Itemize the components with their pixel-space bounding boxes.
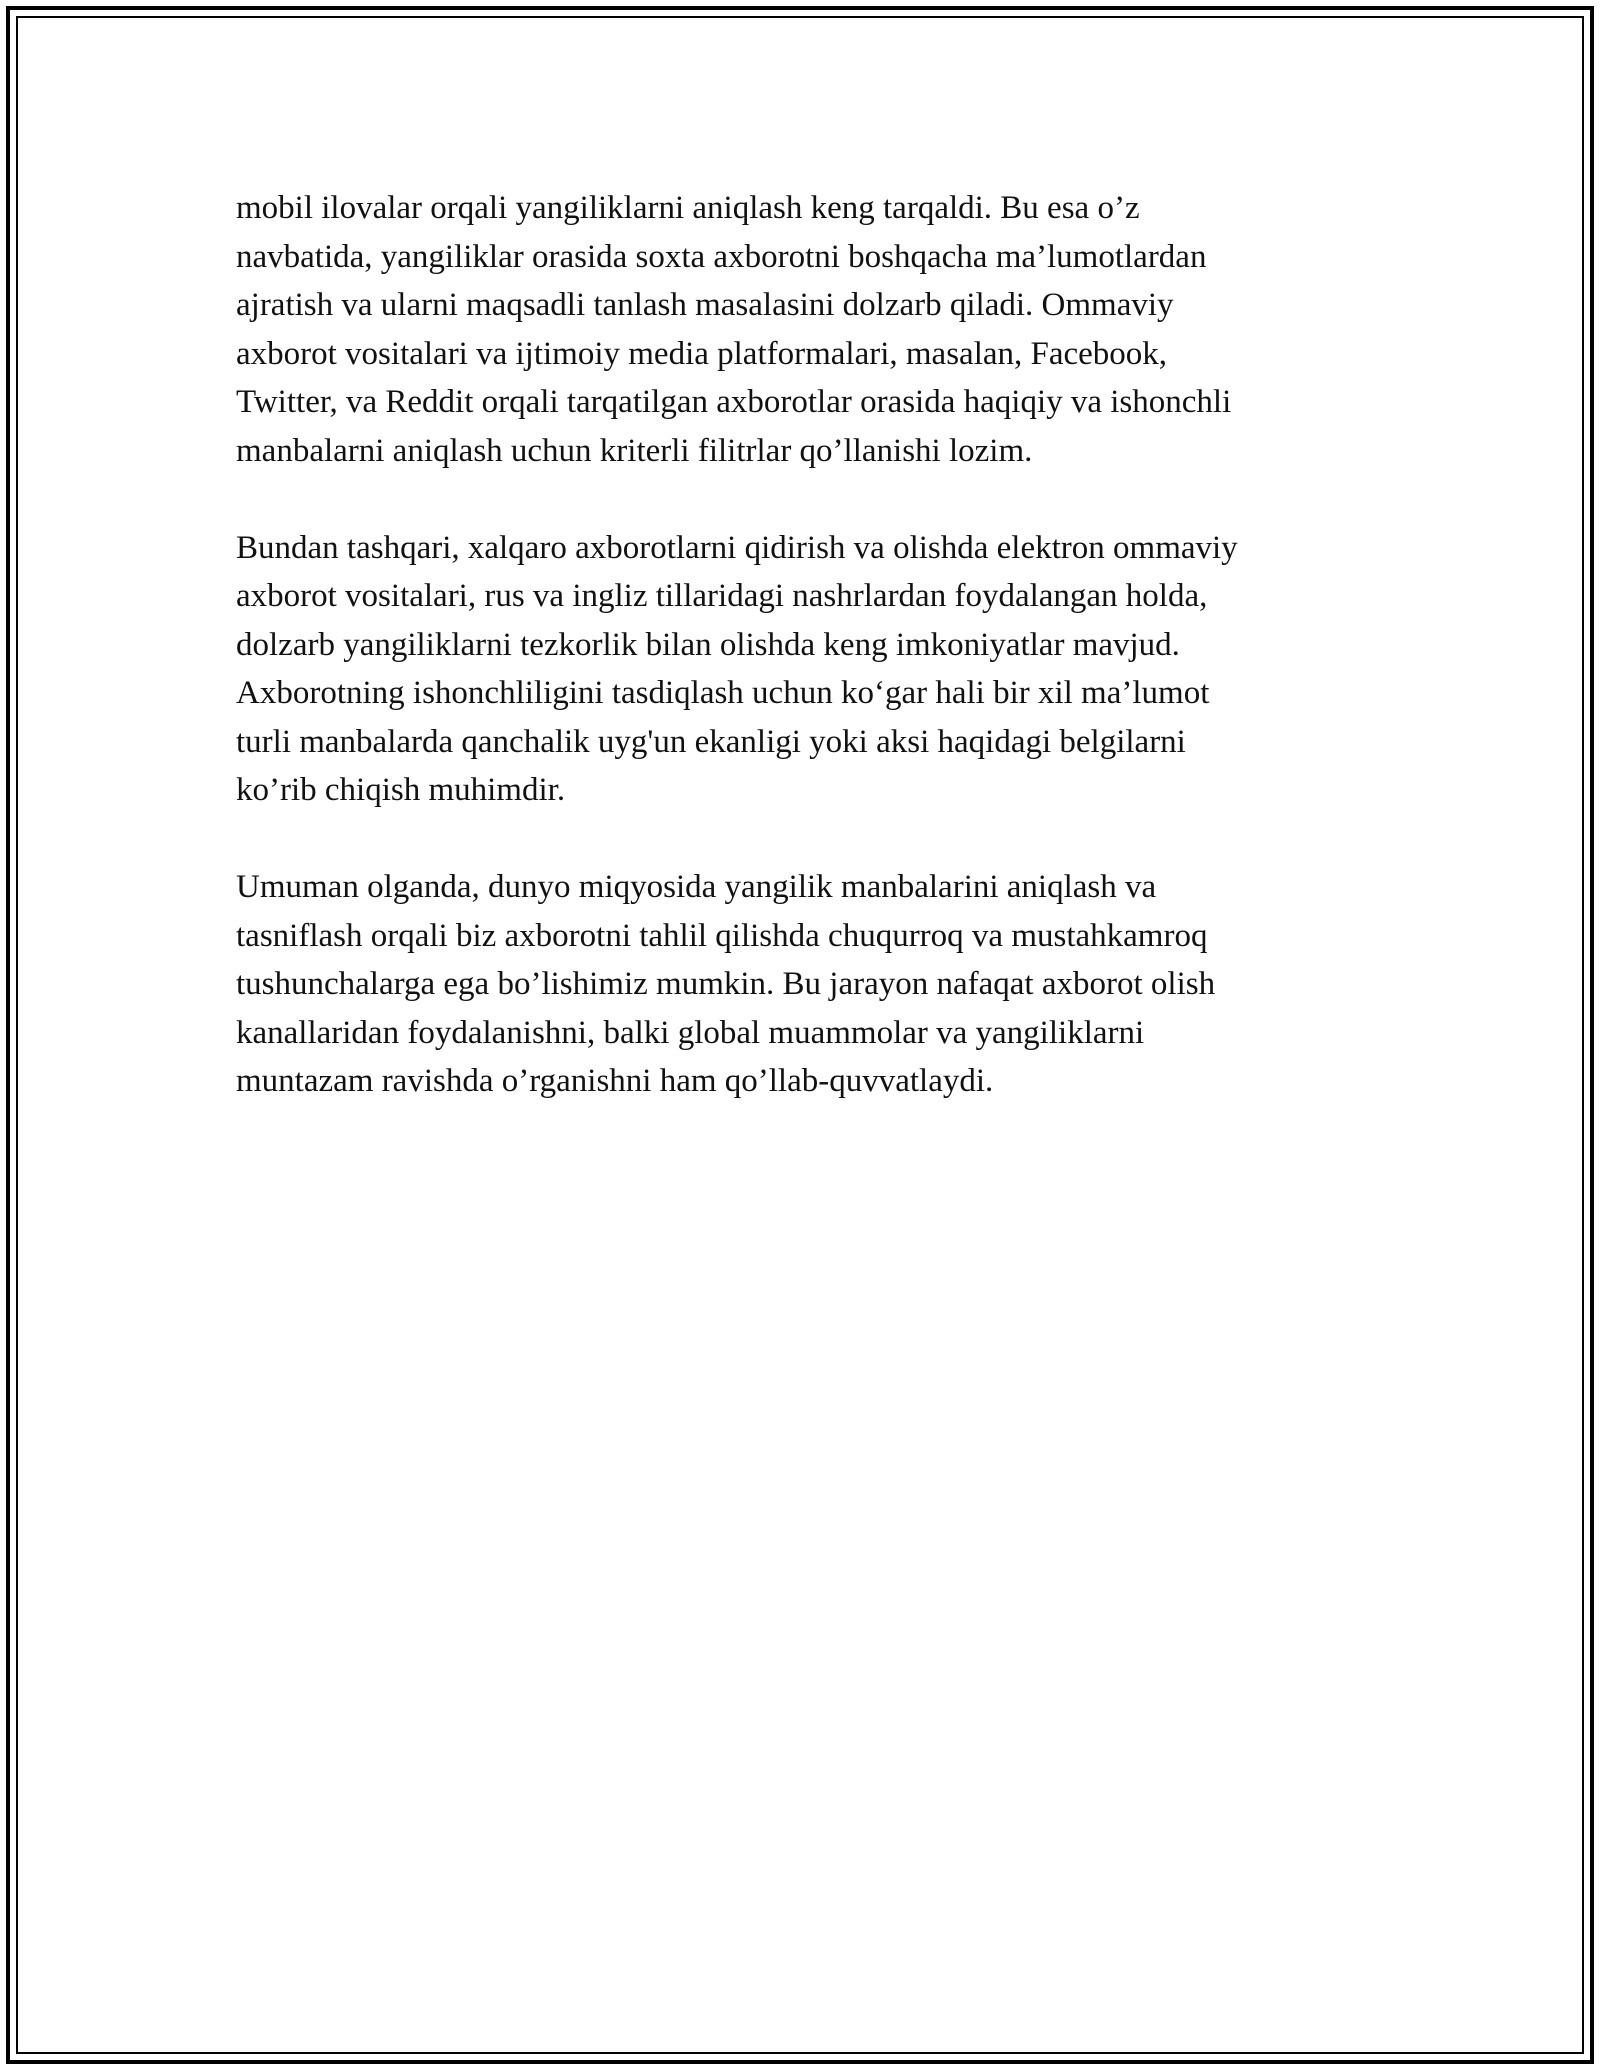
text-line: mobil ilovalar orqali yangiliklarni aniqlash keng tarqaldi. Bu esa o’z	[236, 190, 1140, 226]
document-body	[236, 184, 1376, 1154]
text-line: Twitter, va Reddit orqali tarqatilgan axborotlar orasida haqiqiy va ishonchli	[236, 384, 1232, 420]
text-line: turli manbalarda qanchalik uyg'un ekanligi yoki aksi haqidagi belgilarni	[236, 723, 1186, 760]
paragraph-3	[236, 863, 1376, 1106]
paragraph-1	[236, 184, 1376, 475]
text-line: ko’rib chiqish muhimdir.	[236, 772, 566, 808]
text-line: axborot vositalari, rus va ingliz tillaridagi nashrlardan foydalangan holda,	[236, 578, 1208, 614]
text-line: dolzarb yangiliklarni tezkorlik bilan olishda keng imkoniyatlar mavjud.	[236, 626, 1180, 663]
text-line: Axborotning ishonchliligini tasdiqlash uchun ko‘gar hali bir xil ma’lumot	[236, 675, 1210, 711]
text-line: tushunchalarga ega bo’lishimiz mumkin. Bu jarayon nafaqat axborot olish	[236, 966, 1216, 1002]
text-line: ajratish va ularni maqsadli tanlash masalasini dolzarb qiladi. Ommaviy	[236, 287, 1174, 323]
paragraph-2	[236, 524, 1376, 815]
text-line: axborot vositalari va ijtimoiy media platformalari, masalan, Facebook,	[236, 335, 1168, 372]
text-line: kanallaridan foydalanishni, balki global muammolar va yangiliklarni	[236, 1014, 1145, 1051]
text-line: tasniflash orqali biz axborotni tahlil qilishda chuqurroq va mustahkamroq	[236, 917, 1208, 954]
text-line: navbatida, yangiliklar orasida soxta axborotni boshqacha ma’lumotlardan	[236, 238, 1207, 275]
text-line: muntazam ravishda o’rganishni ham qo’llab-quvvatlaydi.	[236, 1063, 994, 1099]
text-line: Umuman olganda, dunyo miqyosida yangilik manbalarini aniqlash va	[236, 869, 1157, 905]
text-line: manbalarni aniqlash uchun kriterli filitrlar qo’llanishi lozim.	[236, 432, 1033, 469]
text-line: Bundan tashqari, xalqaro axborotlarni qidirish va olishda elektron ommaviy	[236, 529, 1238, 566]
